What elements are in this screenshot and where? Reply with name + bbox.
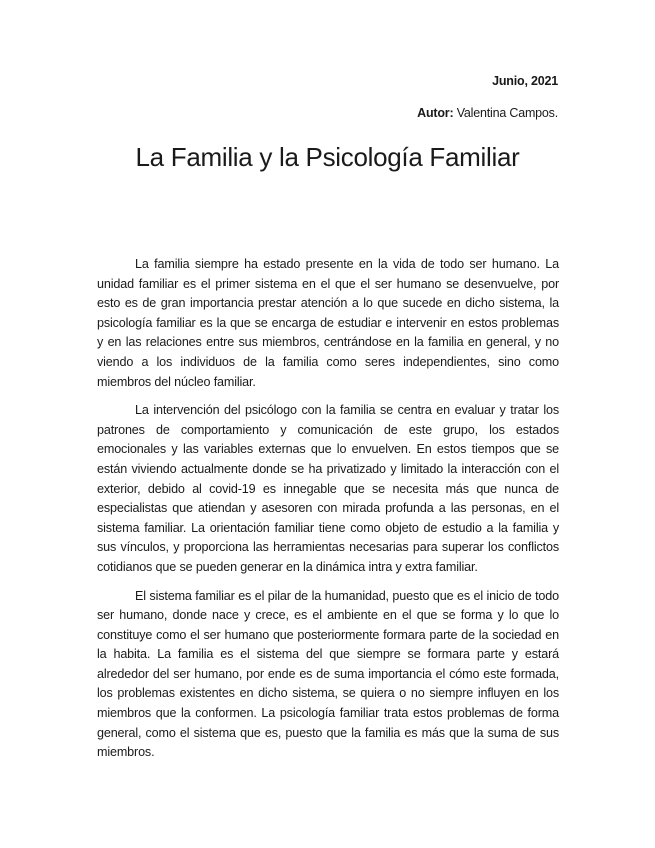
- paragraph-3: El sistema familiar es el pilar de la humanidad, puesto que es el inicio de todo ser humano, donde nace y crece, es el ambiente en el que se forma y lo que lo constituye como el ser humano que posteriormente formara parte de la sociedad en la habita. La familia es el sistema del que siempre se formara parte y estará alrededor del ser humano, por ende es de suma importancia el cómo este formada, los problemas existentes en dicho sistema, se quiera o no siempre influyen en los miembros que la conformen. La psicología familiar trata estos problemas de forma general, como el sistema que es, puesto que la familia es más que la suma de sus miembros.: [97, 588, 559, 760]
- author-label: Autor:: [417, 106, 454, 120]
- author-name: Valentina Campos.: [456, 106, 558, 120]
- paragraph-2: La intervención del psicólogo con la familia se centra en evaluar y tratar los patrones de comportamiento y comunicación de este grupo, los estados emocionales y las variables externas que lo envuelven. En estos tiempos que se están viviendo actualmente donde se ha privatizado y limitado la interacción con el exterior, debido al covid-19 es innegable que se necesita más que nunca de especialistas que atiendan y asesoren con mirada profunda a las personas, en el sistema familiar. La orientación familiar tiene como objeto de estudio a la familia y sus vínculos, y proporciona las herramientas necesarias para superar los conflictos cotidianos que se pueden generar en la dinámica intra y extra familiar.: [97, 403, 559, 574]
- paragraph-1: La familia siempre ha estado presente en la vida de todo ser humano. La unidad familiar es el primer sistema en el que el ser humano se desenvuelve, por esto es de gran importancia prestar atención a lo que sucede en dicho sistema, la psicología familiar es la que se encarga de estudiar e intervenir en estos problemas y en las relaciones entre sus miembros, centrándose en la familia en general, y no viendo a los individuos de la familia como seres independientes, sino como miembros del núcleo familiar.: [97, 257, 559, 389]
- document-body: [97, 255, 559, 772]
- document-date: Junio, 2021: [492, 74, 558, 88]
- author-line: [417, 106, 558, 120]
- document-title: La Familia y la Psicología Familiar: [135, 142, 520, 172]
